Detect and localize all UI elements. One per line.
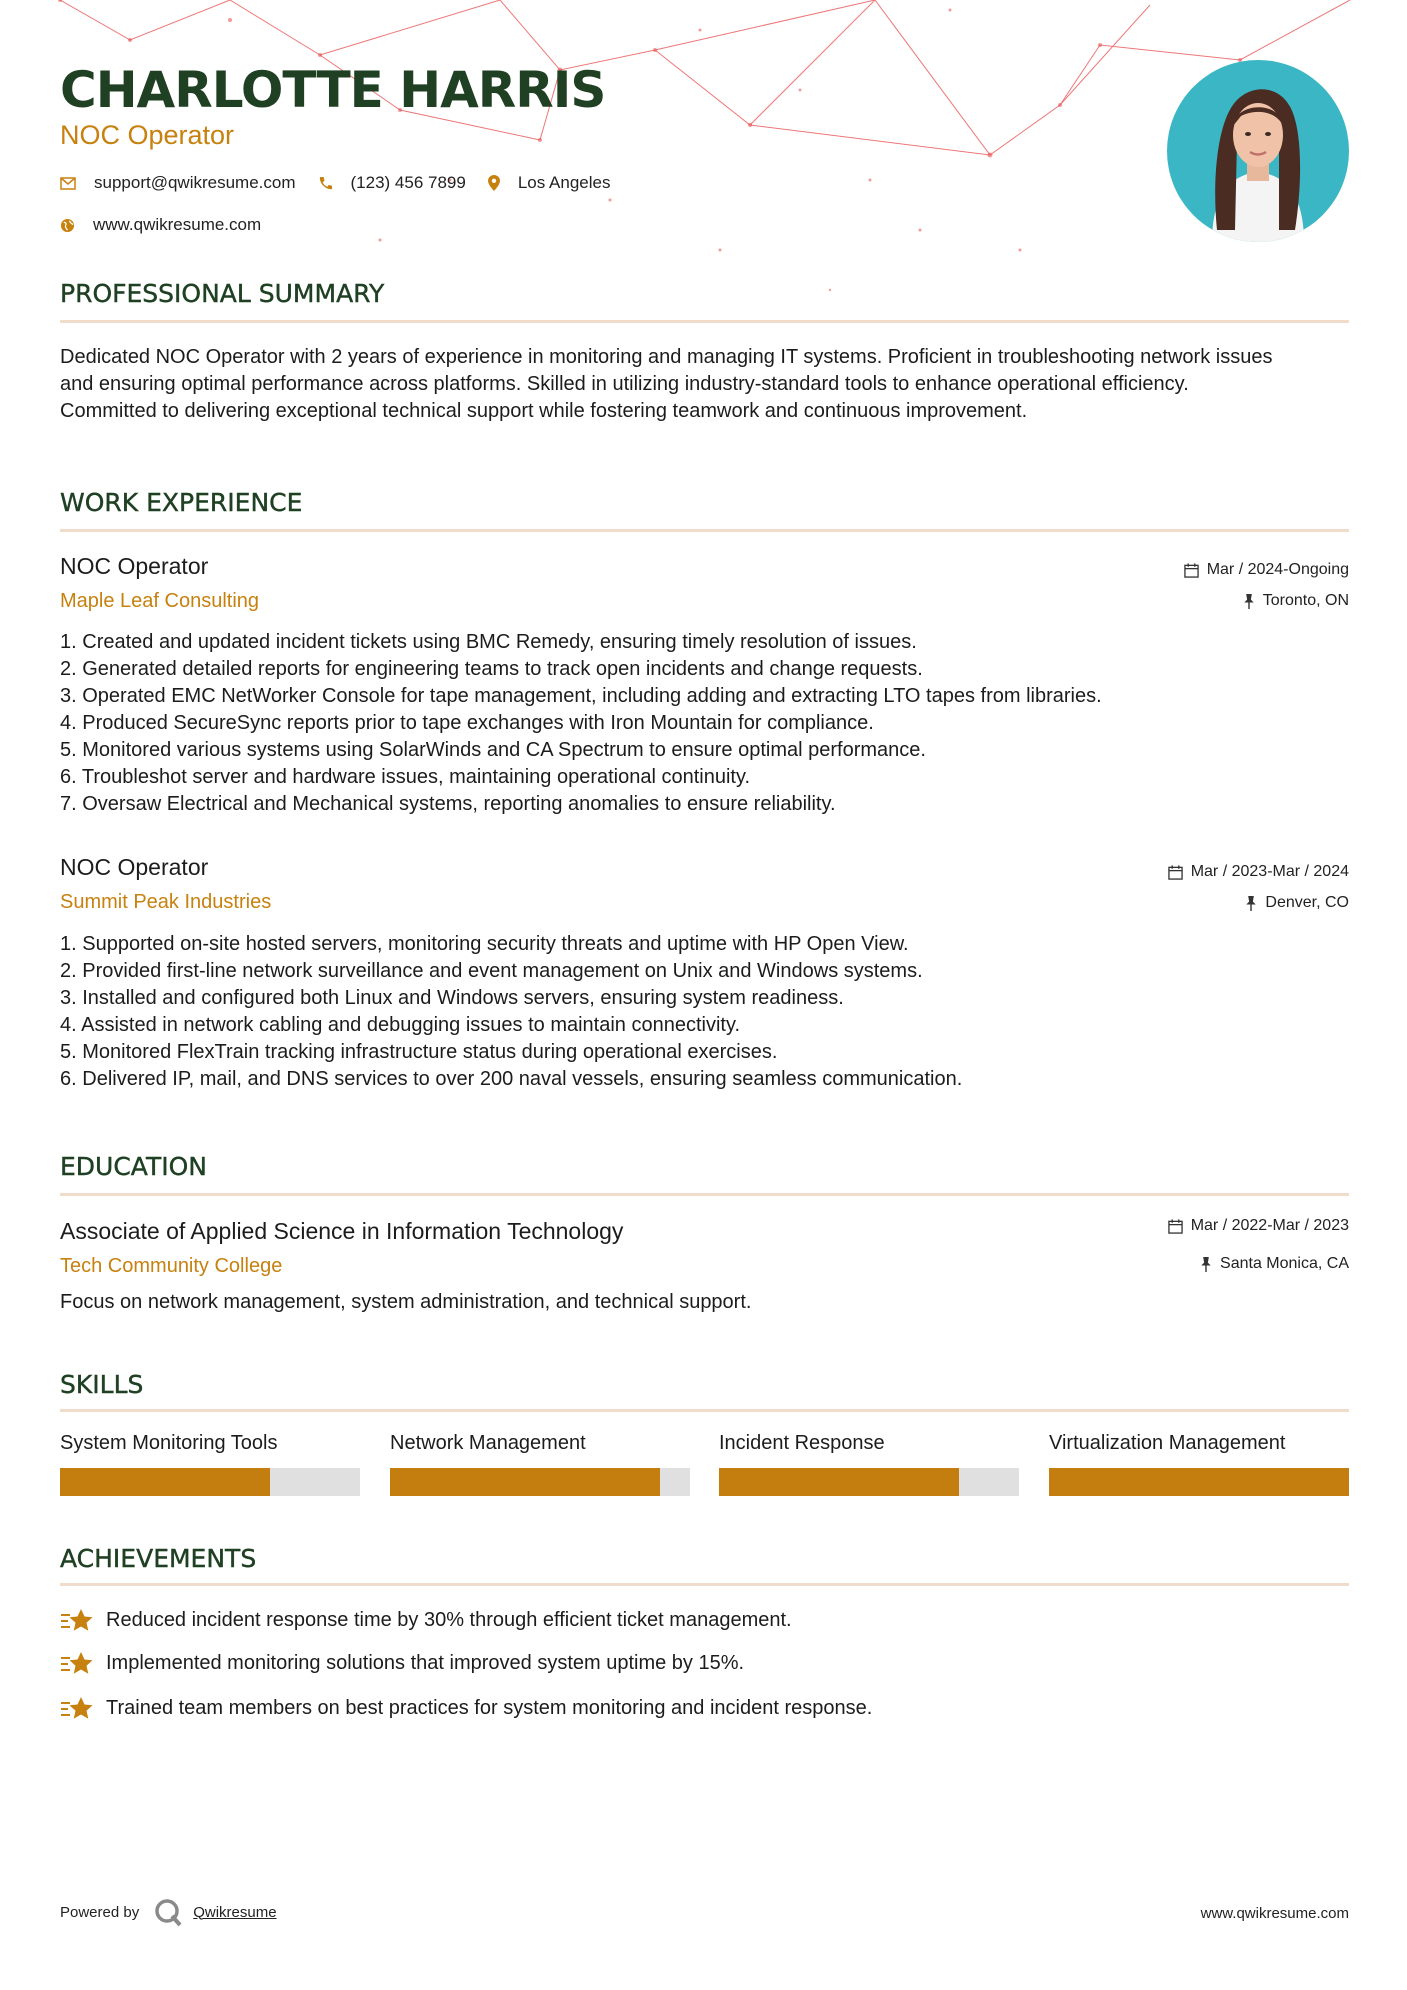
calendar-icon (1168, 1219, 1183, 1234)
job-bullets (60, 931, 1310, 1093)
skill-label: System Monitoring Tools (60, 1432, 278, 1454)
email-item[interactable] (60, 172, 296, 194)
list-item: Generated detailed reports for engineering teams to track open incidents and change requests. (82, 658, 923, 680)
job-company: Maple Leaf Consulting (60, 590, 260, 612)
globe-icon (60, 218, 75, 233)
education-description: Focus on network management, system administration, and technical support. (60, 1291, 752, 1313)
skills-heading: SKILLS (60, 1370, 144, 1399)
website-item[interactable] (60, 214, 261, 236)
powered-by-label: Powered by (60, 1903, 140, 1921)
summary-text: Dedicated NOC Operator with 2 years of experience in monitoring and managing IT systems. Proficient in troubleshooting network issues and ensuring optimal performance across platforms. Skilled in utilizing industry-standard tools to enhance operational efficiency. Committed to delivering exceptional technical support while fostering teamwork and continuous improvement. (60, 346, 1273, 422)
achievement-item (60, 1607, 792, 1633)
skill-label: Incident Response (719, 1432, 885, 1454)
job-location-text: Denver, CO (1265, 894, 1349, 911)
job-title: NOC Operator (60, 854, 209, 880)
website-text: www.qwikresume.com (93, 215, 262, 234)
skill-bar-fill (719, 1468, 959, 1496)
achievement-item (60, 1695, 872, 1721)
list-item: Produced SecureSync reports prior to tape exchanges with Iron Mountain for compliance. (82, 712, 874, 734)
job-dates (1184, 560, 1349, 580)
education-heading: EDUCATION (60, 1152, 207, 1181)
qwikresume-logo-icon (153, 1897, 183, 1927)
summary-heading: PROFESSIONAL SUMMARY (60, 279, 385, 308)
calendar-icon (1184, 563, 1199, 578)
pushpin-icon (1243, 594, 1255, 609)
website-row (60, 214, 283, 236)
education-dates (1168, 1216, 1349, 1236)
pushpin-icon (1200, 1257, 1212, 1272)
section-divider (60, 320, 1349, 323)
skill-bar (390, 1468, 690, 1496)
pushpin-icon (1245, 896, 1257, 911)
school-name: Tech Community College (60, 1255, 283, 1277)
section-divider (60, 1409, 1349, 1412)
education-location (1200, 1254, 1349, 1274)
star-achievement-icon (60, 1607, 94, 1633)
map-pin-icon (488, 175, 500, 191)
list-item: Provided first-line network surveillance and event management on Unix and Windows systems. (82, 960, 923, 982)
phone-icon (318, 176, 333, 191)
phone-item[interactable] (318, 172, 466, 194)
achievements-heading: ACHIEVEMENTS (60, 1544, 257, 1573)
job-company: Summit Peak Industries (60, 891, 272, 913)
skill-bar (60, 1468, 360, 1496)
star-achievement-icon (60, 1650, 94, 1676)
list-item: Created and updated incident tickets using BMC Remedy, ensuring timely resolution of issues. (82, 631, 917, 653)
list-item: Supported on-site hosted servers, monitoring security threats and uptime with HP Open View. (82, 933, 909, 955)
skill-bar (1049, 1468, 1349, 1496)
location-text: Los Angeles (517, 173, 611, 192)
job-dates (1168, 862, 1349, 882)
list-item: Monitored FlexTrain tracking infrastructure status during operational exercises. (82, 1041, 778, 1063)
achievement-text: Reduced incident response time by 30% through efficient ticket management. (106, 1609, 792, 1631)
job-title: NOC Operator (60, 553, 209, 579)
section-divider (60, 1193, 1349, 1196)
candidate-role: NOC Operator (60, 120, 235, 150)
phone-text: (123) 456 7899 (350, 173, 466, 192)
list-item: Delivered IP, mail, and DNS services to over 200 naval vessels, ensuring seamless communication. (82, 1068, 963, 1090)
list-item: Monitored various systems using SolarWinds and CA Spectrum to ensure optimal performance. (82, 739, 926, 761)
list-item: Troubleshot server and hardware issues, maintaining operational continuity. (81, 766, 751, 788)
footer-powered-by (60, 1897, 277, 1927)
education-location-text: Santa Monica, CA (1220, 1255, 1349, 1272)
profile-photo (1167, 60, 1349, 242)
education-dates-text: Mar / 2022-Mar / 2023 (1190, 1217, 1349, 1234)
location-item (488, 172, 611, 194)
job-dates-text: Mar / 2023-Mar / 2024 (1190, 863, 1349, 880)
job-location (1243, 591, 1349, 611)
calendar-icon (1168, 865, 1183, 880)
list-item: Assisted in network cabling and debugging issues to maintain connectivity. (81, 1014, 741, 1036)
candidate-name: CHARLOTTE HARRIS (60, 61, 606, 119)
contact-row (60, 172, 632, 194)
skill-bar-fill (390, 1468, 660, 1496)
list-item: Installed and configured both Linux and Windows servers, ensuring system readiness. (82, 987, 844, 1009)
skill-label: Virtualization Management (1049, 1432, 1286, 1454)
envelope-icon (60, 177, 76, 190)
job-bullets (60, 629, 1310, 818)
email-text: support@qwikresume.com (94, 173, 296, 192)
job-location-text: Toronto, ON (1262, 592, 1349, 609)
section-divider (60, 529, 1349, 532)
skill-label: Network Management (390, 1432, 586, 1454)
skill-bar (719, 1468, 1019, 1496)
job-location (1245, 893, 1349, 913)
experience-heading: WORK EXPERIENCE (60, 488, 303, 517)
achievement-text: Trained team members on best practices for system monitoring and incident response. (106, 1697, 873, 1719)
footer-website[interactable]: www.qwikresume.com (1200, 1905, 1349, 1922)
job-dates-text: Mar / 2024-Ongoing (1206, 561, 1349, 578)
star-achievement-icon (60, 1695, 94, 1721)
skill-bar-fill (1049, 1468, 1349, 1496)
list-item: Operated EMC NetWorker Console for tape management, including adding and extracting LTO tapes from libraries. (82, 685, 1102, 707)
qwikresume-link[interactable]: Qwikresume (193, 1903, 277, 1921)
list-item: Oversaw Electrical and Mechanical systems, reporting anomalies to ensure reliability. (82, 793, 836, 815)
achievement-text: Implemented monitoring solutions that improved system uptime by 15%. (106, 1652, 745, 1674)
skill-bar-fill (60, 1468, 270, 1496)
section-divider (60, 1583, 1349, 1586)
degree-title: Associate of Applied Science in Information Technology (60, 1218, 624, 1244)
achievement-item (60, 1650, 744, 1676)
